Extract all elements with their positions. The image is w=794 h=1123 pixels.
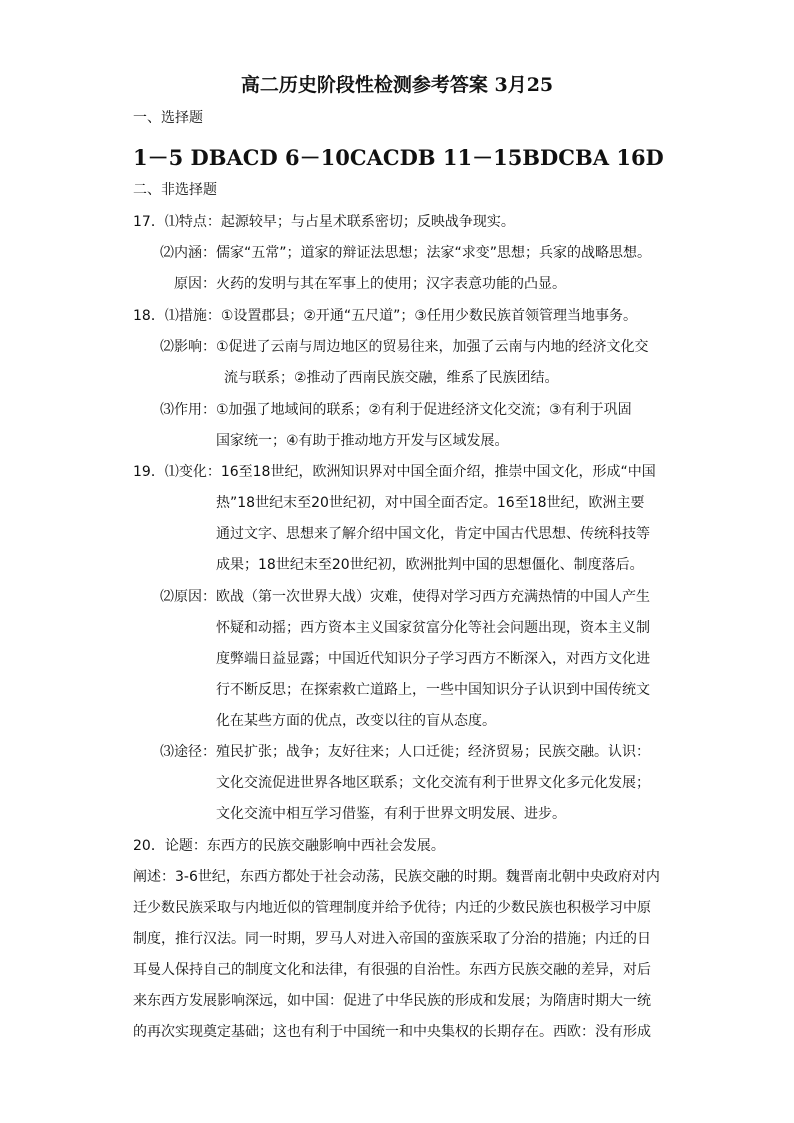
section-heading-choice: 一、选择题 (133, 110, 203, 126)
text-line: 行不断反思；在探索救亡道路上，一些中国知识分子认识到中国传统文 (216, 682, 650, 698)
section-heading-nonchoice: 二、非选择题 (133, 182, 217, 198)
text-line: 耳曼人保持自己的制度文化和法律，有很强的自治性。东西方民族交融的差异，对后 (133, 962, 651, 978)
text-line: 17．⑴特点：起源较早；与占星术联系密切；反映战争现实。 (133, 214, 515, 230)
text-line: 18．⑴措施：①设置郡县；②开通“五尺道”；③任用少数民族首领管理当地事务。 (133, 308, 637, 324)
text-line: 制度，推行汉法。同一时期，罗马人对进入帝国的蛮族采取了分治的措施；内迁的日 (133, 931, 651, 947)
text-line: 度弊端日益显露；中国近代知识分子学习西方不断深入，对西方文化进 (216, 651, 650, 667)
text-line: ⑵影响：①促进了云南与周边地区的贸易往来，加强了云南与内地的经济文化交 (160, 339, 649, 355)
document-title: 高二历史阶段性检测参考答案 3月25 (240, 74, 554, 96)
text-line: ⑶作用：①加强了地域间的联系；②有利于促进经济文化交流；③有利于巩固 (160, 402, 632, 418)
text-line: 怀疑和动摇；西方资本主义国家贫富分化等社会问题出现，资本主义制 (216, 620, 650, 636)
text-line: 的再次实现奠定基础；这也有利于中国统一和中央集权的长期存在。西欧：没有形成 (133, 1024, 651, 1040)
text-line: 文化交流中相互学习借鉴，有利于世界文明发展、进步。 (216, 806, 566, 822)
text-line: 来东西方发展影响深远，如中国：促进了中华民族的形成和发展；为隋唐时期大一统 (133, 993, 651, 1009)
text-line: 原因：火药的发明与其在军事上的使用；汉字表意功能的凸显。 (174, 276, 566, 292)
text-line: ⑵内涵：儒家“五常”；道家的辩证法思想；法家“求变”思想；兵家的战略思想。 (160, 245, 652, 261)
text-line: 成果；18世纪末至20世纪初，欧洲批判中国的思想僵化、制度落后。 (216, 557, 644, 573)
text-line: 流与联系；②推动了西南民族交融，维系了民族团结。 (224, 370, 559, 386)
text-line: ⑵原因：欧战（第一次世界大战）灾难，使得对学习西方充满热情的中国人产生 (160, 589, 650, 605)
text-line: 阐述：3-6世纪，东西方都处于社会动荡，民族交融的时期。魏晋南北朝中央政府对内 (133, 869, 660, 885)
choice-answers: 1－5 DBACD 6－10CACDB 11－15BDCBA 16D (133, 145, 664, 170)
text-line: 19．⑴变化：16至18世纪，欧洲知识界对中国全面介绍，推崇中国文化，形成“中国 (133, 464, 656, 480)
text-line: ⑶途径：殖民扩张；战争；友好往来；人口迁徙；经济贸易；民族交融。认识： (160, 744, 650, 760)
text-line: 文化交流促进世界各地区联系；文化交流有利于世界文化多元化发展； (216, 775, 650, 791)
text-line: 国家统一；④有助于推动地方开发与区域发展。 (216, 433, 509, 449)
text-line: 热”18世纪末至20世纪初，对中国全面否定。16至18世纪，欧洲主要 (216, 495, 645, 511)
text-line: 通过文字、思想来了解介绍中国文化，肯定中国古代思想、传统科技等 (216, 526, 650, 542)
text-line: 化在某些方面的优点，改变以往的盲从态度。 (216, 713, 496, 729)
text-line: 20．论题：东西方的民族交融影响中西社会发展。 (133, 838, 445, 854)
text-line: 迁少数民族采取与内地近似的管理制度并给予优待；内迁的少数民族也积极学习中原 (133, 900, 651, 916)
